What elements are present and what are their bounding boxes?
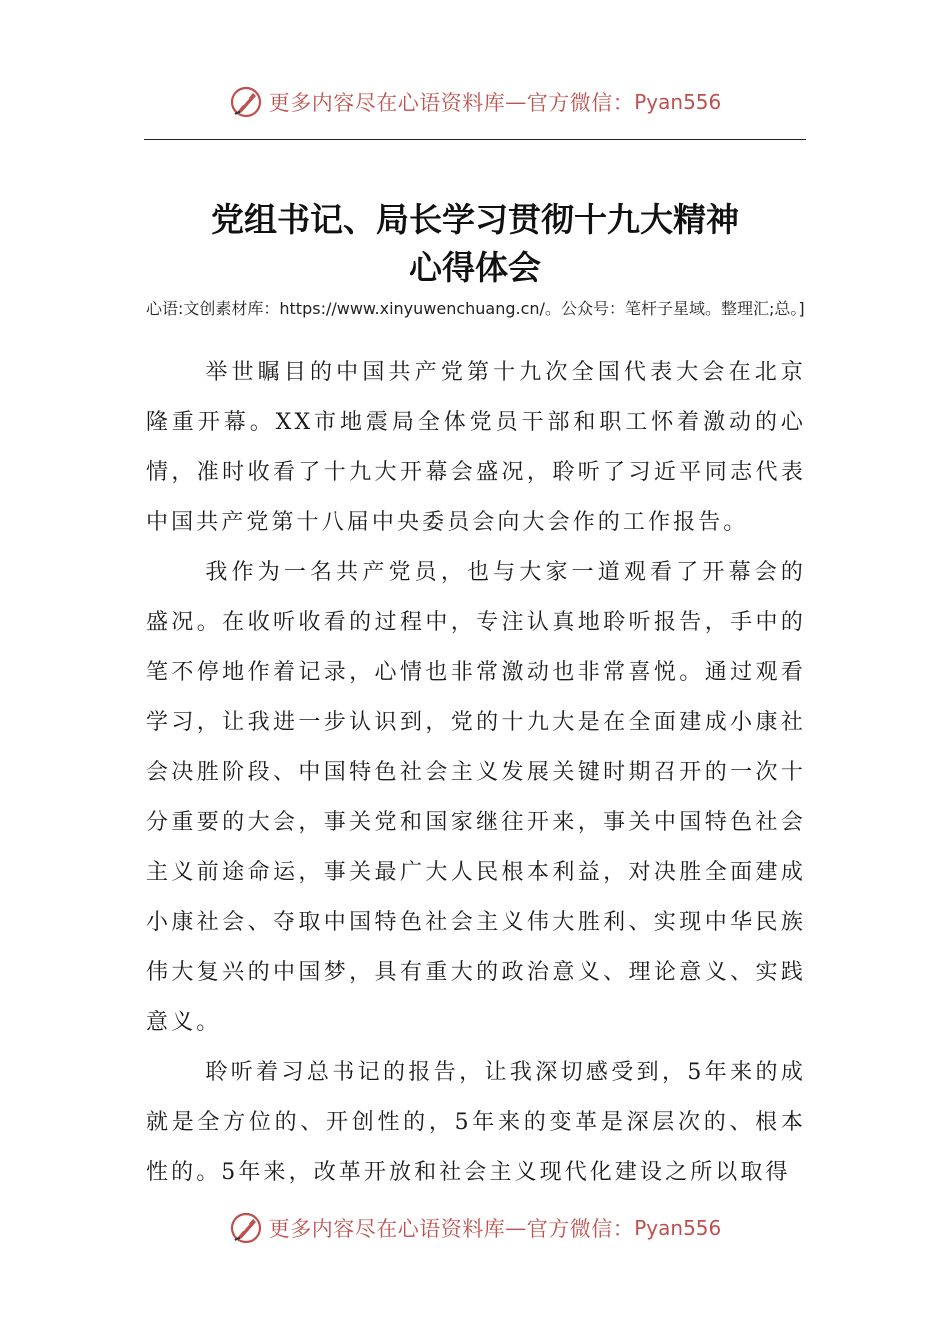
paragraph-1: 举世瞩目的中国共产党第十九次全国代表大会在北京隆重开幕。XX市地震局全体党员干部和职工怀着激动的心情，准时收看了十九大开幕会盛况，聆听了习近平同志代表中国共产党第十八届中央委员会向大会作的工作报告。 xyxy=(146,360,806,535)
banner-wechat-id: Pyan556 xyxy=(634,90,722,114)
footer-wechat-id: Pyan556 xyxy=(634,1216,722,1240)
document-title xyxy=(144,196,806,292)
source-note: 心语:文创素材库：https://www.xinyuwenchuang.cn/。公众号：笔杆子星域。整理汇;总。] xyxy=(146,299,805,318)
title-line-1: 党组书记、局长学习贯彻十九大精神 xyxy=(211,200,739,239)
paragraph-3: 聆听着习总书记的报告，让我深切感受到，5年来的成就是全方位的、开创性的，5年来的变革是深层次的、根本性的。5年来，改革开放和社会主义现代化建设之所以取得 xyxy=(146,1060,806,1185)
title-line-2: 心得体会 xyxy=(409,248,541,287)
header-banner xyxy=(0,82,950,122)
quill-logo-icon xyxy=(229,85,263,119)
banner-slogan: 更多内容尽在心语资料库 xyxy=(268,91,506,115)
banner-wechat-label: 官方微信： xyxy=(526,91,635,115)
header-divider xyxy=(144,139,806,140)
paragraph-2: 我作为一名共产党员，也与大家一道观看了开幕会的盛况。在收听收看的过程中，专注认真地聆听报告，手中的笔不停地作着记录，心情也非常激动也非常喜悦。通过观看学习，让我进一步认识到，党的十九大是在全面建成小康社会决胜阶段、中国特色社会主义发展关键时期召开的一次十分重要的大会，事关党和国家继往开来，事关中国特色社会主义前途命运，事关最广大人民根本利益，对决胜全面建成小康社会、夺取中国特色社会主义伟大胜利、实现中华民族伟大复兴的中国梦，具有重大的政治意义、理论意义、实践意义。 xyxy=(146,560,806,1035)
footer-dash: — xyxy=(505,1216,527,1240)
banner-dash: — xyxy=(505,90,527,114)
footer-wechat-label: 官方微信： xyxy=(526,1217,635,1241)
footer-slogan: 更多内容尽在心语资料库 xyxy=(268,1217,506,1241)
quill-logo-icon xyxy=(229,1211,263,1245)
document-body xyxy=(146,348,806,1198)
footer-banner xyxy=(0,1208,950,1248)
